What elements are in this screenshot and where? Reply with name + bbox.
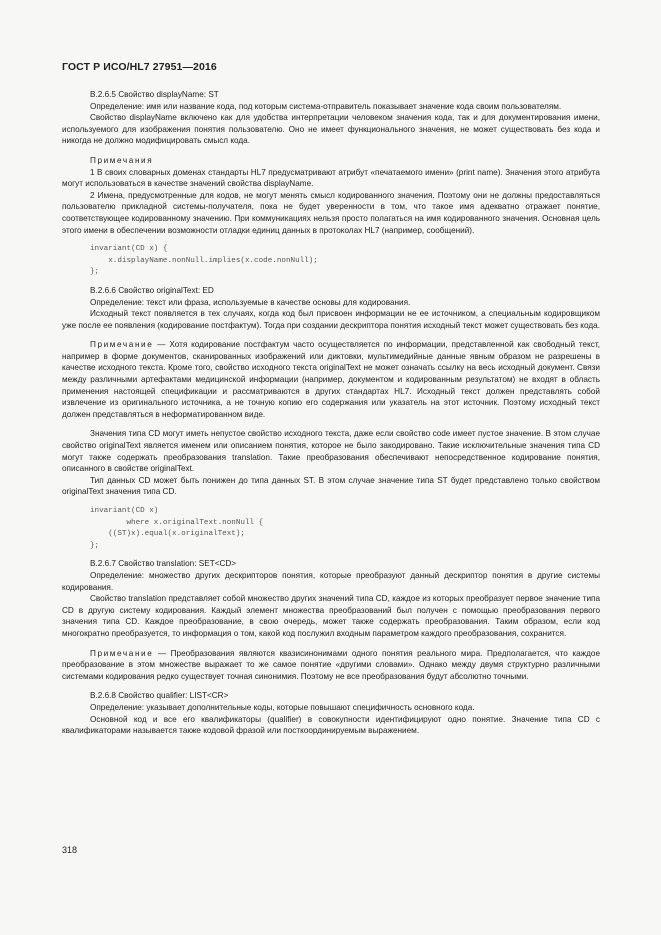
note-original-text — [62, 339, 600, 420]
note-1: 1 В своих словарных доменах стандарты HL7 предусматривают атрибут «печатаемого имени» (print name). Значения этого атрибута могут использоваться в качестве значений свойства displayName. — [62, 167, 600, 189]
section-title-translation: B.2.6.7 Свойство translation: SET<CD> — [90, 559, 237, 569]
note-label: Примечание — [90, 648, 154, 658]
section-title-display-name: B.2.6.5 Свойство displayName: ST — [90, 90, 219, 99]
paragraph: Свойство translation представляет собой множество других значений типа CD, каждое из которых преобразует первое значение типа CD в другую систему кодирования. Каждый элемент множества преобразований был получен с помощью преобразования первого значения типа CD. Каждое преобразование, в свою очередь, может также содержать преобразования. Таким образом, если код многократно преобразуется, то информация о том, какой код послужил входным параметром каждого преобразования, сохранится. — [62, 594, 600, 638]
note-label: Примечание — [90, 340, 154, 350]
notes-label — [62, 155, 600, 167]
paragraph: Определение: указывает дополнительные коды, которые повышают специфичность основного кода. — [90, 702, 475, 712]
document-header: ГОСТ Р ИСО/HL7 27951—2016 — [62, 61, 217, 73]
paragraph: Свойство displayName включено как для удобства интерпретации человеком значения кода, так и для документирования имени, используемого для изображения понятия пользователю. Оно не имеет функционального значения, не может существовать без кода и никогда не должно модифицировать смысл кода. — [62, 113, 600, 146]
paragraph: Значения типа CD могут иметь непустое свойство исходного текста, даже если свойство code имеет пустое значение. В этом случае свойство originalText является именем или описанием понятия, которое не было закодировано. Такие исключительные значения типа CD могут также содержать преобразования translation. Такие преобразования обеспечивают непосредственное кодирование понятия, описанного в свойстве originalText. — [62, 429, 600, 474]
note-text: — Хотя кодирование постфактум часто осуществляется по информации, представленной как свободный текст, например в форме документов, сканированных изображений или диктовки, мультимедийные данные явным образом не разрешены в качестве исходного текста. Кроме того, свойство исходного текста originalText не может означать ссылку на весь исходный документ. Связи между различными артефактами медицинской информации (например, документом и кодированным результатом) не входят в область применения настоящей спецификации и рассматриваются в других стандартах HL7. Исходный текст должен представлять собой извлечение из оригинального источника, а не точную копию его содержания или указатель на этот источник. Поэтому исходный текст должен представляться в неформатированном виде. — [62, 340, 600, 419]
paragraph: Основной код и все его квалификаторы (qualifier) в совокупности идентифицируют одно понятие. Значение типа CD с квалификаторами называется также кодовой фразой или посткоординируемым выражением. — [62, 714, 600, 736]
paragraph: Определение: текст или фраза, используемые в качестве основы для кодирования. — [90, 297, 411, 307]
note-translation — [62, 648, 600, 683]
paragraph: Определение: имя или название кода, под которым система-отправитель показывает значение кода своим пользователям. — [90, 101, 562, 111]
section-title-original-text: B.2.6.6 Свойство originalText: ED — [90, 285, 214, 295]
section-title-qualifier: B.2.6.8 Свойство qualifier: LIST<CR> — [90, 691, 229, 701]
note-2: 2 Имена, предусмотренные для кодов, не могут менять смысл кодированного значения. Поэтому они не должны предоставляться пользователю прикладной системы-получателя, пока не будет уверенности в том, что такое имя адекватно отражает понятие, соответствующее кодированному значению. При коммуникациях нельзя просто полагаться на имя кодированного значения. Основная цель этого имени в обеспечении возможности отладки единиц данных в протоколах HL7 (например, сообщений). — [62, 190, 600, 235]
paragraph: Исходный текст появляется в тех случаях, когда код был присвоен информации не ее источником, а специальным кодировщиком уже после ее появления (кодирование постфактум). Тогда при создании дескриптора понятия исходный текст может существовать без кода. — [62, 309, 600, 330]
paragraph: Определение: множество других дескрипторов понятия, которые преобразуют данный дескриптор понятия в другие системы кодирования. — [62, 570, 600, 592]
notes-label-text: Примечания — [90, 155, 154, 165]
paragraph: Тип данных CD может быть понижен до типа данных ST. В этом случае значение типа ST будет представлено только свойством originalText значения типа CD. — [62, 475, 600, 497]
note-text: — Преобразования являются квазисинонимами одного понятия реального мира. Предполагается, что каждое преобразование в этом множестве выражает то же самое понятие «другими словами». Однако между двумя структурно различными системами кодирования редко существует точная синонимия. Поэтому не все преобразования будут абсолютно точными. — [62, 648, 600, 681]
page-number: 318 — [62, 845, 78, 855]
code-block-original-text: invariant(CD x) where x.originalText.nonNull { ((ST)x).equal(x.originalText); }; — [90, 507, 264, 550]
document-body — [62, 89, 600, 737]
code-block-display-name: invariant(CD x) { x.displayName.nonNull.implies(x.code.nonNull); }; — [90, 245, 318, 277]
